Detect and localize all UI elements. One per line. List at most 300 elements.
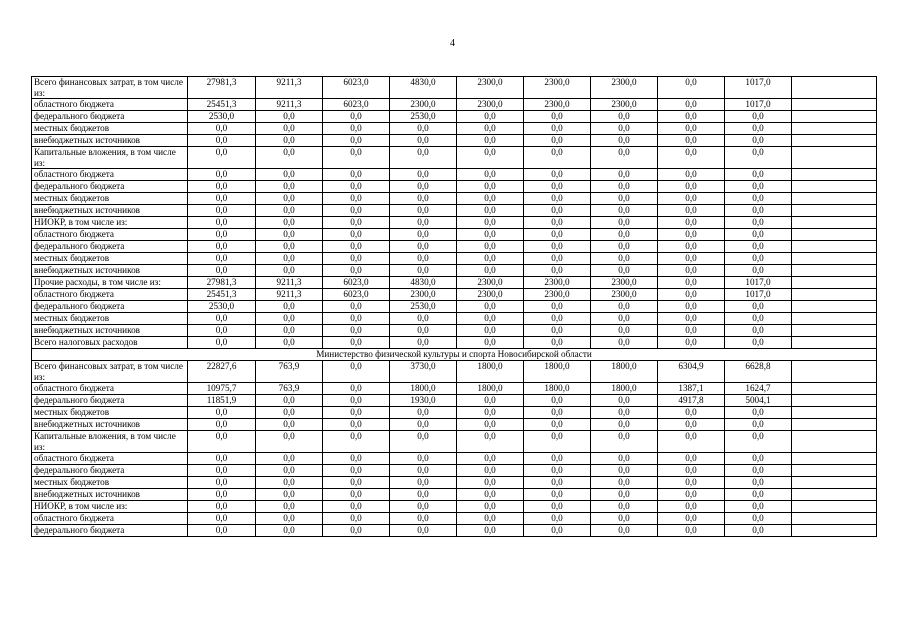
value-cell: 0,0 <box>323 181 390 193</box>
row-label: внебюджетных источников <box>32 265 188 277</box>
value-cell: 2300,0 <box>390 99 457 111</box>
value-cell: 0,0 <box>390 205 457 217</box>
value-cell: 0,0 <box>256 205 323 217</box>
value-cell: 0,0 <box>658 99 725 111</box>
value-cell: 0,0 <box>725 229 792 241</box>
value-cell: 0,0 <box>390 513 457 525</box>
value-cell: 0,0 <box>323 465 390 477</box>
value-cell: 0,0 <box>323 205 390 217</box>
value-cell: 0,0 <box>457 229 524 241</box>
value-cell: 0,0 <box>188 123 256 135</box>
value-cell: 0,0 <box>390 241 457 253</box>
value-cell: 2530,0 <box>188 111 256 123</box>
empty-cell <box>792 265 877 277</box>
value-cell: 0,0 <box>323 111 390 123</box>
value-cell: 0,0 <box>188 525 256 537</box>
value-cell: 0,0 <box>725 419 792 431</box>
value-cell: 0,0 <box>323 169 390 181</box>
table-body <box>32 77 877 537</box>
value-cell: 0,0 <box>256 217 323 229</box>
value-cell: 1017,0 <box>725 277 792 289</box>
table-row <box>32 253 877 265</box>
row-label: областного бюджета <box>32 289 188 301</box>
row-label: федерального бюджета <box>32 181 188 193</box>
row-label: Всего финансовых затрат, в том числе из: <box>32 361 188 383</box>
value-cell: 763,9 <box>256 383 323 395</box>
empty-cell <box>792 217 877 229</box>
value-cell: 1800,0 <box>591 361 658 383</box>
value-cell: 0,0 <box>658 265 725 277</box>
value-cell: 0,0 <box>256 407 323 419</box>
row-label: НИОКР, в том числе из: <box>32 501 188 513</box>
value-cell: 2300,0 <box>457 277 524 289</box>
value-cell: 0,0 <box>591 395 658 407</box>
value-cell: 0,0 <box>524 169 591 181</box>
table-row <box>32 313 877 325</box>
value-cell: 0,0 <box>725 313 792 325</box>
value-cell: 22827,6 <box>188 361 256 383</box>
value-cell: 1387,1 <box>658 383 725 395</box>
table-row <box>32 465 877 477</box>
value-cell: 0,0 <box>524 477 591 489</box>
value-cell: 0,0 <box>725 513 792 525</box>
value-cell: 0,0 <box>188 419 256 431</box>
empty-cell <box>792 277 877 289</box>
empty-cell <box>792 431 877 453</box>
table-row <box>32 265 877 277</box>
value-cell: 0,0 <box>256 253 323 265</box>
row-label: местных бюджетов <box>32 313 188 325</box>
value-cell: 0,0 <box>390 525 457 537</box>
value-cell: 1800,0 <box>390 383 457 395</box>
value-cell: 0,0 <box>658 147 725 169</box>
value-cell: 0,0 <box>658 431 725 453</box>
value-cell: 0,0 <box>188 407 256 419</box>
value-cell: 1800,0 <box>457 361 524 383</box>
value-cell: 0,0 <box>188 169 256 181</box>
value-cell: 1017,0 <box>725 99 792 111</box>
empty-cell <box>792 147 877 169</box>
value-cell: 0,0 <box>390 465 457 477</box>
row-label: областного бюджета <box>32 513 188 525</box>
table-row <box>32 525 877 537</box>
row-label: Капитальные вложения, в том числе из: <box>32 431 188 453</box>
value-cell: 4830,0 <box>390 77 457 99</box>
value-cell: 0,0 <box>188 453 256 465</box>
section-heading-row <box>32 349 877 361</box>
empty-cell <box>792 477 877 489</box>
value-cell: 0,0 <box>457 431 524 453</box>
value-cell: 0,0 <box>188 325 256 337</box>
value-cell: 0,0 <box>457 337 524 349</box>
value-cell: 0,0 <box>390 135 457 147</box>
row-label: местных бюджетов <box>32 123 188 135</box>
value-cell: 0,0 <box>188 253 256 265</box>
value-cell: 0,0 <box>524 395 591 407</box>
value-cell: 0,0 <box>457 313 524 325</box>
value-cell: 0,0 <box>457 465 524 477</box>
value-cell: 0,0 <box>658 205 725 217</box>
value-cell: 0,0 <box>256 431 323 453</box>
value-cell: 0,0 <box>725 525 792 537</box>
value-cell: 0,0 <box>323 477 390 489</box>
value-cell: 0,0 <box>658 453 725 465</box>
value-cell: 0,0 <box>457 135 524 147</box>
value-cell: 0,0 <box>256 147 323 169</box>
value-cell: 0,0 <box>256 265 323 277</box>
value-cell: 0,0 <box>658 489 725 501</box>
empty-cell <box>792 395 877 407</box>
row-label: областного бюджета <box>32 383 188 395</box>
value-cell: 0,0 <box>658 193 725 205</box>
row-label: федерального бюджета <box>32 111 188 123</box>
row-label: местных бюджетов <box>32 477 188 489</box>
value-cell: 0,0 <box>390 501 457 513</box>
value-cell: 0,0 <box>524 513 591 525</box>
empty-cell <box>792 513 877 525</box>
value-cell: 0,0 <box>188 229 256 241</box>
value-cell: 25451,3 <box>188 289 256 301</box>
value-cell: 2530,0 <box>390 111 457 123</box>
value-cell: 1800,0 <box>591 383 658 395</box>
value-cell: 0,0 <box>323 513 390 525</box>
value-cell: 0,0 <box>524 337 591 349</box>
value-cell: 2300,0 <box>524 277 591 289</box>
value-cell: 0,0 <box>323 217 390 229</box>
value-cell: 0,0 <box>390 477 457 489</box>
value-cell: 4917,8 <box>658 395 725 407</box>
value-cell: 0,0 <box>658 181 725 193</box>
value-cell: 0,0 <box>524 501 591 513</box>
row-label: федерального бюджета <box>32 301 188 313</box>
table-row <box>32 123 877 135</box>
row-label: Прочие расходы, в том числе из: <box>32 277 188 289</box>
value-cell: 0,0 <box>658 513 725 525</box>
value-cell: 2300,0 <box>591 277 658 289</box>
value-cell: 0,0 <box>524 123 591 135</box>
row-label: внебюджетных источников <box>32 325 188 337</box>
empty-cell <box>792 419 877 431</box>
value-cell: 0,0 <box>725 477 792 489</box>
table-row <box>32 477 877 489</box>
value-cell: 0,0 <box>591 241 658 253</box>
row-label: внебюджетных источников <box>32 205 188 217</box>
value-cell: 0,0 <box>323 265 390 277</box>
value-cell: 0,0 <box>457 169 524 181</box>
value-cell: 0,0 <box>591 313 658 325</box>
value-cell: 0,0 <box>524 111 591 123</box>
value-cell: 0,0 <box>188 501 256 513</box>
row-label: местных бюджетов <box>32 407 188 419</box>
value-cell: 0,0 <box>591 513 658 525</box>
value-cell: 0,0 <box>658 241 725 253</box>
value-cell: 2300,0 <box>524 99 591 111</box>
value-cell: 9211,3 <box>256 289 323 301</box>
value-cell: 0,0 <box>725 431 792 453</box>
value-cell: 0,0 <box>457 241 524 253</box>
value-cell: 0,0 <box>256 301 323 313</box>
value-cell: 9211,3 <box>256 99 323 111</box>
value-cell: 0,0 <box>390 419 457 431</box>
row-label: Всего финансовых затрат, в том числе из: <box>32 77 188 99</box>
value-cell: 0,0 <box>188 241 256 253</box>
row-label: областного бюджета <box>32 229 188 241</box>
value-cell: 0,0 <box>256 169 323 181</box>
row-label: Всего налоговых расходов <box>32 337 188 349</box>
value-cell: 0,0 <box>725 135 792 147</box>
value-cell: 0,0 <box>658 301 725 313</box>
value-cell: 0,0 <box>323 135 390 147</box>
value-cell: 1800,0 <box>457 383 524 395</box>
value-cell: 0,0 <box>591 253 658 265</box>
value-cell: 0,0 <box>658 419 725 431</box>
value-cell: 0,0 <box>658 325 725 337</box>
value-cell: 0,0 <box>658 229 725 241</box>
value-cell: 0,0 <box>524 465 591 477</box>
value-cell: 0,0 <box>323 193 390 205</box>
value-cell: 0,0 <box>323 395 390 407</box>
table-row <box>32 431 877 453</box>
value-cell: 0,0 <box>591 147 658 169</box>
empty-cell <box>792 111 877 123</box>
value-cell: 0,0 <box>658 111 725 123</box>
value-cell: 0,0 <box>658 525 725 537</box>
value-cell: 10975,7 <box>188 383 256 395</box>
value-cell: 0,0 <box>591 301 658 313</box>
value-cell: 0,0 <box>457 111 524 123</box>
value-cell: 0,0 <box>457 525 524 537</box>
table-row <box>32 289 877 301</box>
value-cell: 0,0 <box>256 337 323 349</box>
value-cell: 0,0 <box>524 181 591 193</box>
value-cell: 0,0 <box>725 407 792 419</box>
table-row <box>32 205 877 217</box>
value-cell: 0,0 <box>591 489 658 501</box>
value-cell: 0,0 <box>457 181 524 193</box>
value-cell: 6023,0 <box>323 289 390 301</box>
value-cell: 0,0 <box>256 395 323 407</box>
value-cell: 0,0 <box>457 325 524 337</box>
row-label: областного бюджета <box>32 453 188 465</box>
value-cell: 0,0 <box>457 407 524 419</box>
value-cell: 0,0 <box>323 489 390 501</box>
row-label: местных бюджетов <box>32 193 188 205</box>
value-cell: 0,0 <box>725 111 792 123</box>
table-row <box>32 99 877 111</box>
empty-cell <box>792 361 877 383</box>
value-cell: 0,0 <box>323 525 390 537</box>
table-row <box>32 277 877 289</box>
value-cell: 0,0 <box>725 193 792 205</box>
value-cell: 0,0 <box>188 135 256 147</box>
value-cell: 0,0 <box>323 123 390 135</box>
table-row <box>32 229 877 241</box>
empty-cell <box>792 465 877 477</box>
value-cell: 0,0 <box>390 337 457 349</box>
value-cell: 0,0 <box>658 477 725 489</box>
value-cell: 0,0 <box>524 265 591 277</box>
table-row <box>32 395 877 407</box>
value-cell: 9211,3 <box>256 277 323 289</box>
value-cell: 0,0 <box>658 135 725 147</box>
value-cell: 0,0 <box>725 501 792 513</box>
row-label: внебюджетных источников <box>32 489 188 501</box>
value-cell: 0,0 <box>725 489 792 501</box>
row-label: областного бюджета <box>32 99 188 111</box>
value-cell: 0,0 <box>457 489 524 501</box>
value-cell: 0,0 <box>323 361 390 383</box>
empty-cell <box>792 407 877 419</box>
value-cell: 1930,0 <box>390 395 457 407</box>
value-cell: 0,0 <box>323 453 390 465</box>
value-cell: 0,0 <box>524 313 591 325</box>
value-cell: 0,0 <box>658 465 725 477</box>
value-cell: 11851,9 <box>188 395 256 407</box>
value-cell: 0,0 <box>390 489 457 501</box>
value-cell: 0,0 <box>188 465 256 477</box>
value-cell: 0,0 <box>591 111 658 123</box>
empty-cell <box>792 525 877 537</box>
value-cell: 0,0 <box>256 313 323 325</box>
value-cell: 0,0 <box>390 253 457 265</box>
value-cell: 0,0 <box>658 277 725 289</box>
value-cell: 6023,0 <box>323 277 390 289</box>
empty-cell <box>792 181 877 193</box>
value-cell: 3730,0 <box>390 361 457 383</box>
value-cell: 0,0 <box>591 135 658 147</box>
value-cell: 0,0 <box>188 477 256 489</box>
value-cell: 0,0 <box>658 217 725 229</box>
value-cell: 0,0 <box>591 229 658 241</box>
value-cell: 0,0 <box>725 265 792 277</box>
value-cell: 0,0 <box>524 193 591 205</box>
value-cell: 6628,8 <box>725 361 792 383</box>
value-cell: 0,0 <box>323 241 390 253</box>
value-cell: 0,0 <box>457 147 524 169</box>
value-cell: 0,0 <box>591 465 658 477</box>
empty-cell <box>792 253 877 265</box>
value-cell: 0,0 <box>390 147 457 169</box>
value-cell: 2300,0 <box>524 77 591 99</box>
value-cell: 0,0 <box>591 477 658 489</box>
row-label: федерального бюджета <box>32 465 188 477</box>
value-cell: 0,0 <box>457 253 524 265</box>
value-cell: 0,0 <box>725 205 792 217</box>
value-cell: 1017,0 <box>725 289 792 301</box>
table-row <box>32 361 877 383</box>
value-cell: 0,0 <box>591 431 658 453</box>
value-cell: 0,0 <box>524 229 591 241</box>
value-cell: 0,0 <box>188 489 256 501</box>
value-cell: 0,0 <box>188 205 256 217</box>
value-cell: 0,0 <box>658 169 725 181</box>
value-cell: 0,0 <box>725 241 792 253</box>
value-cell: 0,0 <box>524 453 591 465</box>
empty-cell <box>792 289 877 301</box>
empty-cell <box>792 169 877 181</box>
value-cell: 27981,3 <box>188 277 256 289</box>
value-cell: 0,0 <box>591 453 658 465</box>
value-cell: 0,0 <box>323 147 390 169</box>
value-cell: 0,0 <box>524 205 591 217</box>
value-cell: 0,0 <box>457 419 524 431</box>
value-cell: 0,0 <box>188 181 256 193</box>
value-cell: 0,0 <box>323 407 390 419</box>
empty-cell <box>792 301 877 313</box>
value-cell: 0,0 <box>256 525 323 537</box>
value-cell: 0,0 <box>390 325 457 337</box>
value-cell: 0,0 <box>323 301 390 313</box>
value-cell: 0,0 <box>390 453 457 465</box>
table-row <box>32 489 877 501</box>
value-cell: 0,0 <box>457 501 524 513</box>
value-cell: 2300,0 <box>591 99 658 111</box>
value-cell: 0,0 <box>323 253 390 265</box>
value-cell: 0,0 <box>591 419 658 431</box>
value-cell: 0,0 <box>323 419 390 431</box>
row-label: Капитальные вложения, в том числе из: <box>32 147 188 169</box>
value-cell: 0,0 <box>390 431 457 453</box>
value-cell: 0,0 <box>188 513 256 525</box>
value-cell: 0,0 <box>188 217 256 229</box>
value-cell: 0,0 <box>323 313 390 325</box>
value-cell: 0,0 <box>591 181 658 193</box>
row-label: НИОКР, в том числе из: <box>32 217 188 229</box>
value-cell: 0,0 <box>390 123 457 135</box>
value-cell: 0,0 <box>256 465 323 477</box>
table-row <box>32 337 877 349</box>
value-cell: 25451,3 <box>188 99 256 111</box>
table-row <box>32 111 877 123</box>
value-cell: 2300,0 <box>591 289 658 301</box>
value-cell: 0,0 <box>658 501 725 513</box>
value-cell: 1800,0 <box>524 383 591 395</box>
value-cell: 0,0 <box>188 313 256 325</box>
value-cell: 0,0 <box>323 325 390 337</box>
value-cell: 0,0 <box>658 407 725 419</box>
value-cell: 2300,0 <box>390 289 457 301</box>
row-label: федерального бюджета <box>32 395 188 407</box>
value-cell: 2300,0 <box>457 289 524 301</box>
value-cell: 0,0 <box>323 501 390 513</box>
value-cell: 0,0 <box>725 253 792 265</box>
value-cell: 0,0 <box>256 229 323 241</box>
value-cell: 0,0 <box>591 123 658 135</box>
value-cell: 0,0 <box>591 193 658 205</box>
value-cell: 2530,0 <box>188 301 256 313</box>
value-cell: 0,0 <box>524 301 591 313</box>
value-cell: 0,0 <box>256 123 323 135</box>
value-cell: 0,0 <box>591 325 658 337</box>
value-cell: 1800,0 <box>524 361 591 383</box>
value-cell: 27981,3 <box>188 77 256 99</box>
value-cell: 0,0 <box>390 169 457 181</box>
value-cell: 0,0 <box>725 465 792 477</box>
section-heading: Министерство физической культуры и спорта Новосибирской области <box>32 349 877 361</box>
table-row <box>32 513 877 525</box>
value-cell: 0,0 <box>256 111 323 123</box>
value-cell: 0,0 <box>524 253 591 265</box>
row-label: федерального бюджета <box>32 525 188 537</box>
value-cell: 0,0 <box>457 477 524 489</box>
value-cell: 0,0 <box>725 453 792 465</box>
value-cell: 0,0 <box>256 453 323 465</box>
value-cell: 0,0 <box>188 147 256 169</box>
value-cell: 0,0 <box>256 325 323 337</box>
value-cell: 6023,0 <box>323 99 390 111</box>
value-cell: 0,0 <box>390 181 457 193</box>
empty-cell <box>792 489 877 501</box>
